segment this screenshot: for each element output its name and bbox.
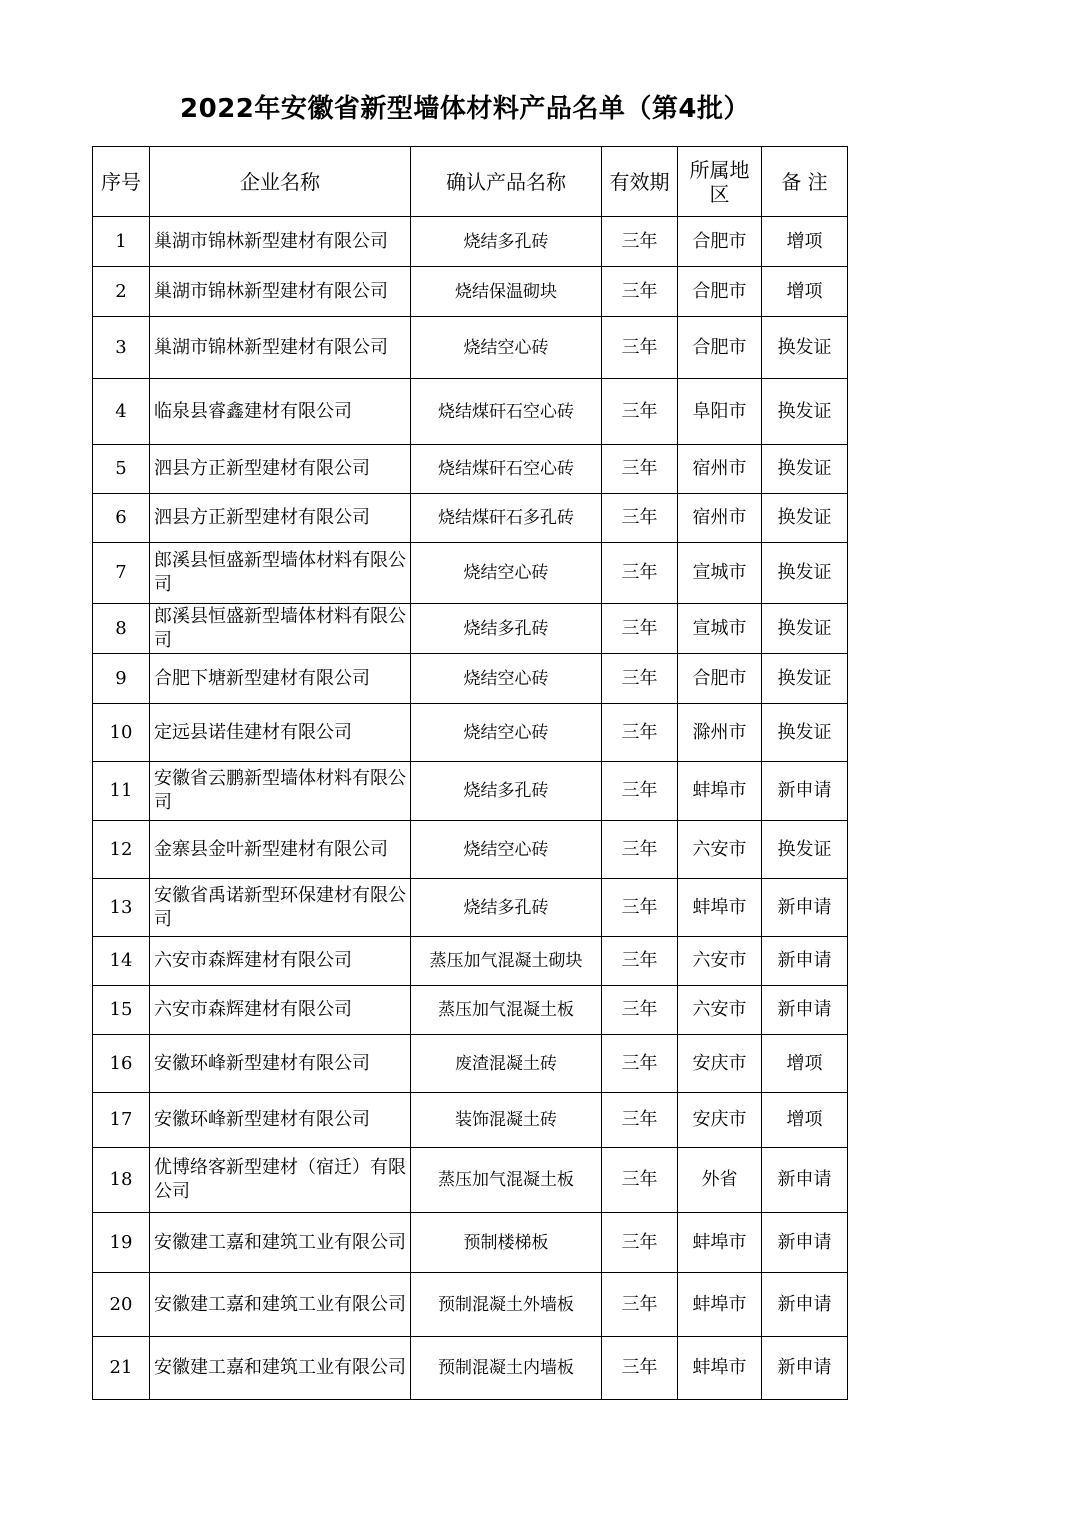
note-cell: 新申请 (762, 1213, 848, 1273)
table-row (93, 1035, 848, 1093)
seq-cell: 6 (93, 494, 150, 543)
valid-cell: 三年 (602, 704, 678, 762)
company-cell: 金寨县金叶新型建材有限公司 (150, 821, 411, 879)
note-cell: 新申请 (762, 762, 848, 821)
company-cell: 泗县方正新型建材有限公司 (150, 494, 411, 543)
company-cell: 安徽建工嘉和建筑工业有限公司 (150, 1213, 411, 1273)
valid-cell: 三年 (602, 217, 678, 267)
table-row (93, 267, 848, 317)
seq-cell: 20 (93, 1273, 150, 1337)
region-cell: 蚌埠市 (678, 1273, 762, 1337)
product-cell: 烧结保温砌块 (411, 267, 602, 317)
note-cell: 换发证 (762, 704, 848, 762)
seq-cell: 18 (93, 1148, 150, 1213)
valid-cell: 三年 (602, 445, 678, 494)
table-row (93, 543, 848, 604)
valid-cell: 三年 (602, 1213, 678, 1273)
valid-cell: 三年 (602, 821, 678, 879)
valid-cell: 三年 (602, 1337, 678, 1400)
company-cell: 巢湖市锦林新型建材有限公司 (150, 317, 411, 379)
table-row (93, 217, 848, 267)
note-cell: 换发证 (762, 445, 848, 494)
table-row (93, 821, 848, 879)
region-cell: 合肥市 (678, 654, 762, 704)
seq-cell: 9 (93, 654, 150, 704)
note-cell: 新申请 (762, 1273, 848, 1337)
region-cell: 安庆市 (678, 1093, 762, 1148)
note-cell: 新申请 (762, 879, 848, 937)
valid-cell: 三年 (602, 267, 678, 317)
table-row (93, 317, 848, 379)
table-row (93, 879, 848, 937)
seq-cell: 10 (93, 704, 150, 762)
table-row (93, 654, 848, 704)
header-valid: 有效期 (602, 147, 678, 217)
product-cell: 烧结煤矸石空心砖 (411, 445, 602, 494)
region-cell: 宿州市 (678, 445, 762, 494)
region-cell: 六安市 (678, 986, 762, 1035)
valid-cell: 三年 (602, 317, 678, 379)
region-cell: 安庆市 (678, 1035, 762, 1093)
company-cell: 六安市森辉建材有限公司 (150, 986, 411, 1035)
product-cell: 预制楼梯板 (411, 1213, 602, 1273)
table-row (93, 445, 848, 494)
seq-cell: 4 (93, 379, 150, 445)
product-cell: 蒸压加气混凝土板 (411, 986, 602, 1035)
note-cell: 换发证 (762, 654, 848, 704)
table-row (93, 986, 848, 1035)
company-cell: 临泉县睿鑫建材有限公司 (150, 379, 411, 445)
note-cell: 新申请 (762, 1148, 848, 1213)
product-list-table (92, 146, 848, 1400)
note-cell: 新申请 (762, 937, 848, 986)
seq-cell: 12 (93, 821, 150, 879)
table-row (93, 1273, 848, 1337)
company-cell: 安徽建工嘉和建筑工业有限公司 (150, 1337, 411, 1400)
product-cell: 废渣混凝土砖 (411, 1035, 602, 1093)
valid-cell: 三年 (602, 879, 678, 937)
table-header-row (93, 147, 848, 217)
seq-cell: 5 (93, 445, 150, 494)
product-cell: 烧结多孔砖 (411, 604, 602, 654)
table-row (93, 762, 848, 821)
region-cell: 六安市 (678, 937, 762, 986)
seq-cell: 7 (93, 543, 150, 604)
product-cell: 烧结多孔砖 (411, 217, 602, 267)
company-cell: 合肥下塘新型建材有限公司 (150, 654, 411, 704)
page-title: 2022年安徽省新型墙体材料产品名单（第4批） (180, 94, 750, 124)
company-cell: 安徽环峰新型建材有限公司 (150, 1035, 411, 1093)
table-row (93, 494, 848, 543)
product-cell: 烧结煤矸石多孔砖 (411, 494, 602, 543)
company-cell: 安徽省禹诺新型环保建材有限公司 (150, 879, 411, 937)
seq-cell: 21 (93, 1337, 150, 1400)
note-cell: 增项 (762, 217, 848, 267)
table-row (93, 1148, 848, 1213)
note-cell: 换发证 (762, 317, 848, 379)
note-cell: 新申请 (762, 986, 848, 1035)
valid-cell: 三年 (602, 937, 678, 986)
region-cell: 蚌埠市 (678, 1213, 762, 1273)
table-row (93, 379, 848, 445)
region-cell: 蚌埠市 (678, 879, 762, 937)
valid-cell: 三年 (602, 986, 678, 1035)
valid-cell: 三年 (602, 494, 678, 543)
product-cell: 预制混凝土外墙板 (411, 1273, 602, 1337)
company-cell: 六安市森辉建材有限公司 (150, 937, 411, 986)
company-cell: 泗县方正新型建材有限公司 (150, 445, 411, 494)
region-cell: 宣城市 (678, 604, 762, 654)
company-cell: 郎溪县恒盛新型墙体材料有限公司 (150, 543, 411, 604)
note-cell: 增项 (762, 1093, 848, 1148)
region-cell: 蚌埠市 (678, 1337, 762, 1400)
product-cell: 烧结空心砖 (411, 821, 602, 879)
note-cell: 换发证 (762, 821, 848, 879)
seq-cell: 2 (93, 267, 150, 317)
header-seq: 序号 (93, 147, 150, 217)
valid-cell: 三年 (602, 1148, 678, 1213)
valid-cell: 三年 (602, 1093, 678, 1148)
note-cell: 增项 (762, 267, 848, 317)
note-cell: 换发证 (762, 379, 848, 445)
seq-cell: 15 (93, 986, 150, 1035)
product-cell: 烧结空心砖 (411, 317, 602, 379)
seq-cell: 1 (93, 217, 150, 267)
table-row (93, 937, 848, 986)
product-cell: 烧结空心砖 (411, 704, 602, 762)
region-cell: 蚌埠市 (678, 762, 762, 821)
company-cell: 巢湖市锦林新型建材有限公司 (150, 217, 411, 267)
seq-cell: 16 (93, 1035, 150, 1093)
company-cell: 安徽省云鹏新型墙体材料有限公司 (150, 762, 411, 821)
region-cell: 宣城市 (678, 543, 762, 604)
region-cell: 外省 (678, 1148, 762, 1213)
table-row (93, 604, 848, 654)
valid-cell: 三年 (602, 1273, 678, 1337)
product-cell: 预制混凝土内墙板 (411, 1337, 602, 1400)
note-cell: 新申请 (762, 1337, 848, 1400)
note-cell: 换发证 (762, 604, 848, 654)
product-cell: 蒸压加气混凝土板 (411, 1148, 602, 1213)
valid-cell: 三年 (602, 654, 678, 704)
company-cell: 巢湖市锦林新型建材有限公司 (150, 267, 411, 317)
seq-cell: 13 (93, 879, 150, 937)
note-cell: 换发证 (762, 494, 848, 543)
valid-cell: 三年 (602, 379, 678, 445)
region-cell: 合肥市 (678, 317, 762, 379)
table-row (93, 1213, 848, 1273)
header-company: 企业名称 (150, 147, 411, 217)
note-cell: 换发证 (762, 543, 848, 604)
product-cell: 蒸压加气混凝土砌块 (411, 937, 602, 986)
valid-cell: 三年 (602, 604, 678, 654)
seq-cell: 3 (93, 317, 150, 379)
region-cell: 六安市 (678, 821, 762, 879)
valid-cell: 三年 (602, 543, 678, 604)
valid-cell: 三年 (602, 1035, 678, 1093)
company-cell: 定远县诺佳建材有限公司 (150, 704, 411, 762)
table-row (93, 1337, 848, 1400)
company-cell: 安徽建工嘉和建筑工业有限公司 (150, 1273, 411, 1337)
company-cell: 优博络客新型建材（宿迁）有限公司 (150, 1148, 411, 1213)
seq-cell: 17 (93, 1093, 150, 1148)
valid-cell: 三年 (602, 762, 678, 821)
region-cell: 宿州市 (678, 494, 762, 543)
product-cell: 装饰混凝土砖 (411, 1093, 602, 1148)
product-cell: 烧结煤矸石空心砖 (411, 379, 602, 445)
region-cell: 合肥市 (678, 217, 762, 267)
product-cell: 烧结多孔砖 (411, 762, 602, 821)
product-cell: 烧结空心砖 (411, 543, 602, 604)
company-cell: 郎溪县恒盛新型墙体材料有限公司 (150, 604, 411, 654)
header-region: 所属地区 (678, 147, 762, 217)
table-body (93, 217, 848, 1400)
header-product: 确认产品名称 (411, 147, 602, 217)
product-cell: 烧结空心砖 (411, 654, 602, 704)
seq-cell: 14 (93, 937, 150, 986)
product-cell: 烧结多孔砖 (411, 879, 602, 937)
table-row (93, 704, 848, 762)
header-note: 备 注 (762, 147, 848, 217)
company-cell: 安徽环峰新型建材有限公司 (150, 1093, 411, 1148)
region-cell: 合肥市 (678, 267, 762, 317)
region-cell: 滁州市 (678, 704, 762, 762)
seq-cell: 8 (93, 604, 150, 654)
region-cell: 阜阳市 (678, 379, 762, 445)
note-cell: 增项 (762, 1035, 848, 1093)
seq-cell: 11 (93, 762, 150, 821)
seq-cell: 19 (93, 1213, 150, 1273)
table-row (93, 1093, 848, 1148)
